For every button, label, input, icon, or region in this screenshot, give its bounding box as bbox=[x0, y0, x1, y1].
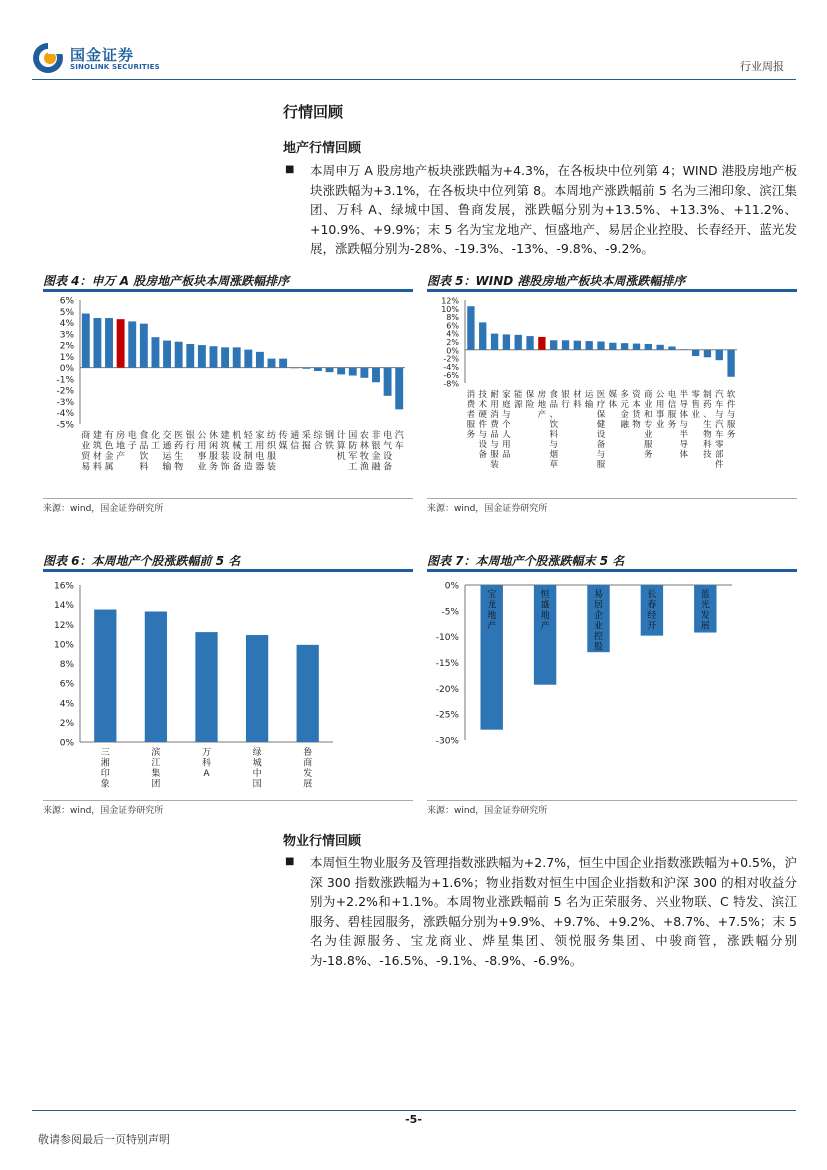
category-label: 商业和专业服务 bbox=[644, 390, 653, 460]
bar-10 bbox=[574, 341, 581, 350]
logo-text-en: SINOLINK SECURITIES bbox=[70, 63, 160, 71]
bar-7 bbox=[152, 337, 160, 367]
category-label: 银行 bbox=[185, 431, 195, 452]
y-tick-label: 4% bbox=[446, 329, 459, 339]
bar-4 bbox=[503, 334, 510, 349]
y-tick-label: 2% bbox=[446, 338, 459, 347]
category-label: 银行 bbox=[561, 390, 570, 410]
y-tick-label: -20% bbox=[435, 684, 459, 695]
bar-28 bbox=[395, 368, 403, 410]
category-label: 资本货物 bbox=[632, 390, 641, 430]
bar-11 bbox=[198, 345, 206, 368]
category-label: 制药、生物科技 bbox=[703, 390, 712, 460]
y-tick-label: -6% bbox=[443, 371, 459, 381]
bar-7 bbox=[538, 337, 545, 350]
bar-16 bbox=[256, 352, 264, 368]
y-tick-label: -2% bbox=[56, 386, 74, 397]
fig6-source: 来源：wind，国金证券研究所 bbox=[43, 800, 413, 816]
bar-3 bbox=[491, 334, 498, 350]
bar-14 bbox=[233, 347, 241, 367]
y-tick-label: 5% bbox=[59, 307, 74, 318]
y-tick-label: -4% bbox=[56, 409, 74, 420]
bar-5 bbox=[297, 645, 319, 742]
category-label: 三湘印象 bbox=[100, 748, 110, 790]
bar-10 bbox=[186, 344, 194, 368]
y-tick-label: 0% bbox=[446, 346, 459, 356]
category-label: 消费者服务 bbox=[466, 390, 476, 440]
bar-4 bbox=[246, 635, 268, 742]
category-label: 鲁商发展 bbox=[303, 748, 313, 790]
fig4-chart bbox=[43, 292, 413, 484]
category-label: 恒盛地产 bbox=[540, 590, 550, 632]
bar-21 bbox=[314, 368, 322, 371]
bar-5 bbox=[515, 335, 522, 350]
fig6-chart bbox=[43, 574, 413, 796]
category-label: 公用事业 bbox=[655, 390, 665, 430]
bullet-icon: ■ bbox=[285, 856, 295, 867]
bar-20 bbox=[302, 368, 310, 369]
category-label: 采掘 bbox=[301, 431, 311, 452]
category-label: 万科 A bbox=[201, 748, 212, 779]
bar-2 bbox=[93, 318, 101, 368]
y-tick-label: -1% bbox=[56, 375, 74, 386]
category-label: 半导体与半导体 bbox=[679, 390, 689, 460]
bar-3 bbox=[105, 318, 113, 368]
bar-14 bbox=[621, 343, 628, 350]
y-tick-label: 6% bbox=[59, 679, 74, 690]
y-tick-label: -2% bbox=[443, 354, 459, 364]
section-title: 行情回顾 bbox=[283, 103, 344, 121]
category-label: 媒体 bbox=[608, 390, 618, 410]
page-number: -5- bbox=[405, 1113, 422, 1126]
category-label: 食品饮料 bbox=[139, 431, 149, 473]
category-label: 家庭与个人用品 bbox=[502, 390, 511, 460]
category-label: 公用事业 bbox=[197, 431, 207, 473]
category-label: 电气设备 bbox=[383, 431, 393, 473]
category-label: 医药生物 bbox=[174, 431, 184, 473]
bar-19 bbox=[291, 368, 299, 369]
y-tick-label: 10% bbox=[441, 304, 459, 314]
category-label: 轻工制造 bbox=[243, 431, 253, 473]
bar-1 bbox=[94, 610, 116, 742]
category-label: 汽车 bbox=[394, 431, 404, 452]
bar-17 bbox=[268, 359, 276, 368]
category-label: 纺织服装 bbox=[267, 431, 277, 473]
bar-13 bbox=[221, 347, 229, 367]
y-tick-label: -3% bbox=[56, 397, 74, 408]
disclaimer: 敬请参阅最后一页特别声明 bbox=[38, 1133, 170, 1146]
bar-23 bbox=[337, 368, 345, 375]
category-label: 汽车与汽车零部件 bbox=[715, 390, 724, 470]
category-label: 滨江集团 bbox=[151, 748, 161, 790]
y-tick-label: 0% bbox=[59, 364, 74, 375]
bar-26 bbox=[372, 368, 380, 383]
category-label: 建筑材料 bbox=[92, 431, 102, 473]
y-tick-label: 2% bbox=[59, 718, 74, 729]
category-label: 能源 bbox=[513, 390, 523, 410]
footer-divider bbox=[32, 1110, 796, 1111]
bar-17 bbox=[656, 345, 663, 350]
y-tick-label: 4% bbox=[59, 319, 74, 330]
bar-2 bbox=[479, 322, 486, 349]
bar-24 bbox=[349, 368, 357, 376]
fig7-source: 来源：wind，国金证券研究所 bbox=[427, 800, 797, 816]
fig5-source: 来源：wind，国金证券研究所 bbox=[427, 498, 797, 514]
category-label: 绿城中国 bbox=[252, 748, 262, 790]
bar-27 bbox=[384, 368, 392, 396]
fig4-title: 图表 4：申万 A 股房地产板块本周涨跌幅排序 bbox=[43, 270, 413, 292]
fig7-chart bbox=[427, 574, 797, 796]
bar-25 bbox=[360, 368, 368, 378]
bar-12 bbox=[597, 342, 604, 350]
y-tick-label: -30% bbox=[435, 736, 459, 747]
category-label: 通信 bbox=[290, 431, 300, 452]
fig7-title: 图表 7：本周地产个股涨跌幅末 5 名 bbox=[427, 550, 797, 572]
category-label: 建筑装饰 bbox=[220, 431, 230, 473]
category-label: 家用电器 bbox=[255, 431, 265, 473]
bar-19 bbox=[680, 349, 687, 350]
y-tick-label: -10% bbox=[435, 633, 459, 644]
category-label: 长春经开 bbox=[647, 590, 657, 632]
y-tick-label: -8% bbox=[443, 379, 459, 389]
category-label: 蓝光发展 bbox=[700, 590, 710, 632]
category-label: 农林牧渔 bbox=[359, 431, 369, 473]
category-label: 机械设备 bbox=[232, 431, 242, 473]
y-tick-label: -5% bbox=[56, 420, 74, 431]
category-label: 多元金融 bbox=[620, 390, 629, 430]
category-label: 传媒 bbox=[278, 431, 288, 452]
property-paragraph bbox=[283, 853, 797, 970]
category-label: 耐用消费品与服装 bbox=[490, 390, 499, 470]
y-tick-label: 1% bbox=[59, 352, 74, 363]
category-label: 有色金属 bbox=[104, 431, 114, 473]
bar-9 bbox=[175, 342, 183, 368]
y-tick-label: 0% bbox=[444, 581, 459, 592]
bullet-icon: ■ bbox=[285, 164, 295, 175]
bar-8 bbox=[550, 340, 557, 350]
y-tick-label: 8% bbox=[59, 660, 74, 670]
bar-6 bbox=[140, 324, 148, 368]
category-label: 国防军工 bbox=[348, 431, 358, 473]
y-tick-label: 0% bbox=[59, 738, 74, 749]
real-estate-heading: 地产行情回顾 bbox=[283, 141, 362, 156]
category-label: 交通运输 bbox=[162, 431, 172, 473]
y-tick-label: -15% bbox=[435, 659, 459, 669]
category-label: 宝龙地产 bbox=[487, 590, 497, 632]
bar-21 bbox=[704, 350, 711, 357]
y-tick-label: 12% bbox=[53, 620, 74, 631]
bar-13 bbox=[609, 343, 616, 350]
category-label: 运输 bbox=[584, 390, 594, 410]
category-label: 商业贸易 bbox=[81, 431, 91, 473]
bar-18 bbox=[279, 359, 287, 368]
bar-2 bbox=[145, 611, 167, 742]
page-header bbox=[32, 40, 796, 80]
fig5-title: 图表 5：WIND 港股房地产板块本周涨跌幅排序 bbox=[427, 270, 797, 292]
category-label: 非银金融 bbox=[371, 431, 381, 473]
y-tick-label: -5% bbox=[441, 607, 459, 618]
report-type: 行业周报 bbox=[740, 60, 784, 73]
bar-23 bbox=[727, 350, 734, 377]
bar-16 bbox=[645, 344, 652, 350]
bar-15 bbox=[633, 344, 640, 350]
bar-3 bbox=[195, 632, 217, 742]
bar-5 bbox=[128, 321, 136, 367]
y-tick-label: -25% bbox=[435, 710, 459, 721]
bar-8 bbox=[163, 341, 171, 368]
y-tick-label: 10% bbox=[53, 640, 74, 651]
y-tick-label: 12% bbox=[441, 296, 459, 306]
bar-1 bbox=[467, 306, 474, 350]
sinolink-logo-icon bbox=[32, 42, 64, 74]
bar-18 bbox=[668, 346, 675, 349]
category-label: 技术硬件与设备 bbox=[478, 390, 487, 460]
y-tick-label: 6% bbox=[446, 321, 459, 331]
bar-9 bbox=[562, 340, 569, 350]
category-label: 易居企业控股 bbox=[593, 590, 604, 653]
y-tick-label: 3% bbox=[59, 330, 74, 341]
category-label: 房地产 bbox=[537, 390, 547, 420]
category-label: 房地产 bbox=[116, 431, 126, 462]
category-label: 零售业 bbox=[691, 390, 700, 420]
bar-6 bbox=[526, 336, 533, 350]
fig5-chart bbox=[427, 292, 797, 484]
category-label: 软件与服务 bbox=[726, 390, 736, 440]
y-tick-label: 16% bbox=[53, 581, 74, 592]
bar-11 bbox=[586, 341, 593, 350]
category-label: 钢铁 bbox=[325, 431, 335, 452]
category-label: 综合 bbox=[313, 431, 323, 452]
category-label: 化工 bbox=[150, 431, 160, 452]
y-tick-label: 2% bbox=[59, 341, 74, 352]
category-label: 计算机 bbox=[336, 431, 346, 462]
category-label: 食品、饮料与烟草 bbox=[549, 390, 558, 470]
bar-15 bbox=[244, 350, 252, 368]
real-estate-text: 本周申万 A 股房地产板块涨跌幅为+4.3%，在各板块中位列第 4；WIND 港股房地产板块涨跌幅为+3.1%，在各板块中位列第 8。本周地产涨跌幅前 5 名为三湘印象、滨江集团、万科 A、绿城中国、鲁商发展，涨跌幅分别为+13.5%、+13.3%、+11.2%、+10.9%、+9.9%；末 5 名为宝龙地产、恒盛地产、易居企业控股、长春经开、蓝光发展，涨跌幅分别为-28%、-19.3%、-13%、-9.8%、-9.2%。 bbox=[310, 163, 797, 256]
bar-20 bbox=[692, 350, 699, 356]
fig6-title: 图表 6：本周地产个股涨跌幅前 5 名 bbox=[43, 550, 413, 572]
y-tick-label: 4% bbox=[59, 699, 74, 710]
logo-text-cn: 国金证券 bbox=[70, 46, 135, 64]
category-label: 保险 bbox=[525, 390, 535, 410]
category-label: 休闲服务 bbox=[208, 431, 218, 473]
property-heading: 物业行情回顾 bbox=[283, 834, 362, 849]
y-tick-label: 14% bbox=[53, 601, 74, 612]
bar-22 bbox=[326, 368, 334, 373]
bar-1 bbox=[82, 314, 90, 368]
bar-12 bbox=[210, 346, 218, 367]
category-label: 电信服务 bbox=[667, 390, 677, 430]
fig4-source: 来源：wind，国金证券研究所 bbox=[43, 498, 413, 514]
category-label: 材料 bbox=[573, 390, 582, 410]
bar-22 bbox=[716, 350, 723, 360]
property-text: 本周恒生物业服务及管理指数涨跌幅为+2.7%，恒生中国企业指数涨跌幅为+0.5%，沪深 300 指数涨跌幅为+1.6%；物业指数对恒生中国企业指数和沪深 300 的相对收益分别为+2.2%和+1.1%。本周物业涨跌幅前 5 名为正荣服务、兴业物联、C 特发、滨江服务、碧桂园服务，涨跌幅分别为+9.9%、+9.7%、+9.2%、+8.7%、+7.5%；末 5 名为佳源服务、宝龙商业、烨星集团、领悦服务集团、中骏商管，涨跌幅分别为-18.8%、-16.5%、-9.1%、-8.9%、-6.9%。 bbox=[310, 855, 797, 968]
category-label: 医疗保健设备与服 bbox=[596, 390, 606, 470]
y-tick-label: 6% bbox=[59, 296, 74, 307]
y-tick-label: -4% bbox=[443, 362, 459, 372]
bar-4 bbox=[117, 319, 125, 367]
real-estate-paragraph bbox=[283, 161, 797, 259]
category-label: 电子 bbox=[127, 431, 137, 452]
y-tick-label: 8% bbox=[446, 313, 459, 323]
